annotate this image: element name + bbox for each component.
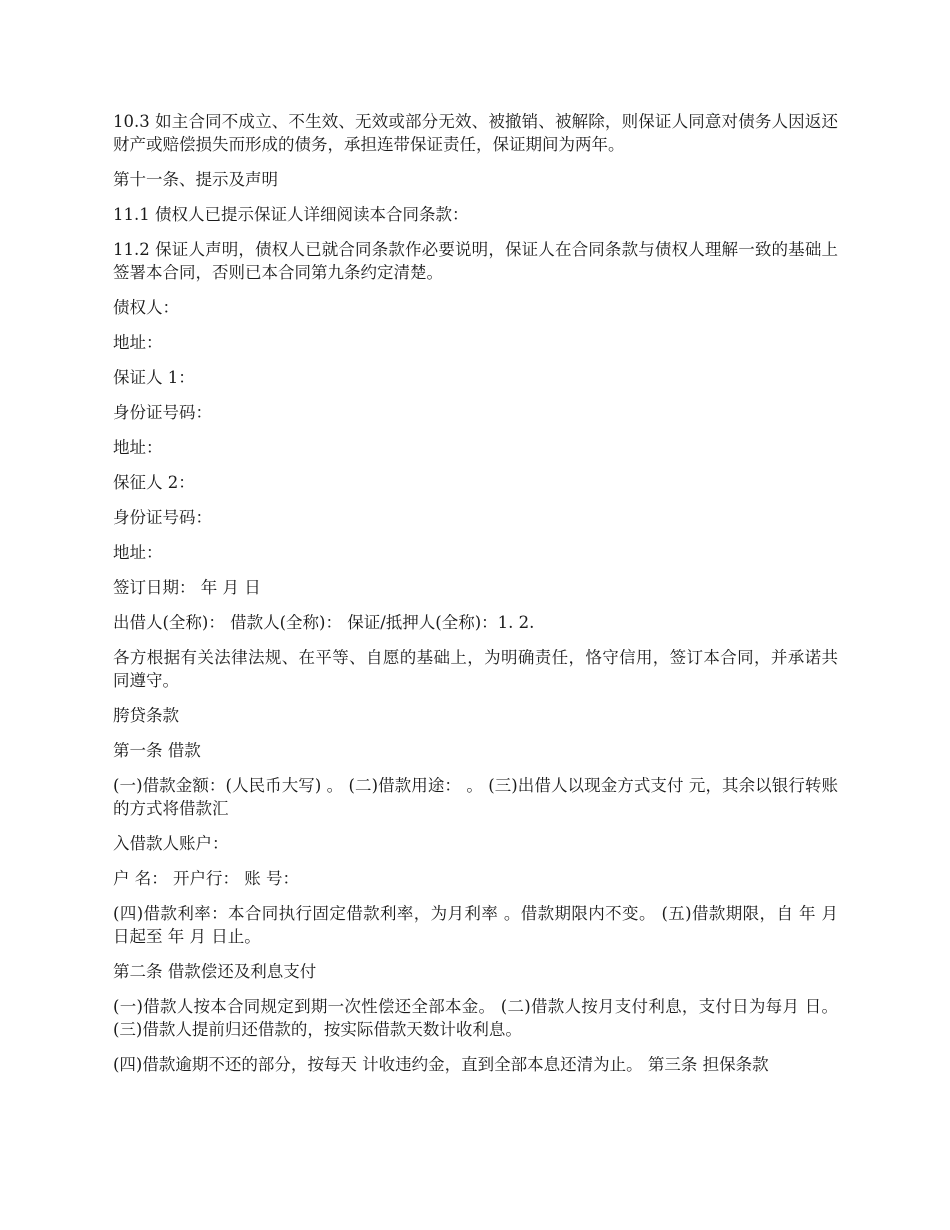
preamble: 各方根据有关法律法规、在平等、自愿的基础上，为明确责任，恪守信用，签订本合同，并承诺共同遵守。 bbox=[113, 648, 838, 690]
borrower-account-label: 入借款人账户： bbox=[113, 834, 229, 853]
document-page bbox=[113, 110, 838, 1088]
clause-11-2: 11.2 保证人声明，债权人已就合同条款作必要说明，保证人在合同条款与债权人理解一致的基础上签署本合同，否则已本合同第九条约定清楚。 bbox=[113, 240, 838, 282]
guarantor-1-id-label: 身份证号码： bbox=[113, 403, 212, 422]
guarantor-2-label: 保征人 2： bbox=[113, 473, 195, 492]
repayment-clause: (一)借款人按本合同规定到期一次性偿还全部本金。 (二)借款人按月支付利息，支付日为每月 日。 (三)借款人提前归还借款的，按实际借款天数计收利息。 bbox=[113, 997, 838, 1039]
guarantor-2-address-label: 地址： bbox=[113, 543, 163, 562]
signing-date-label: 签订日期： 年 月 日 bbox=[113, 578, 261, 597]
guarantor-2-id-label: 身份证号码： bbox=[113, 508, 212, 527]
article-11-heading: 第十一条、提示及声明 bbox=[113, 170, 278, 189]
creditor-address-label: 地址： bbox=[113, 333, 163, 352]
article-1-body: (一)借款金额：(人民币大写) 。 (二)借款用途： 。 (三)出借人以现金方式支付 元，其余以银行转账的方式将借款汇 bbox=[113, 776, 838, 818]
account-details-line: 户 名： 开户行： 账 号： bbox=[113, 869, 299, 888]
loan-terms-heading: 胯贷条款 bbox=[113, 706, 179, 725]
clause-11-1: 11.1 债权人已提示保证人详细阅读本合同条款： bbox=[113, 205, 469, 224]
interest-rate-clause: (四)借款利率：本合同执行固定借款利率，为月利率 。借款期限内不变。 (五)借款期限，自 年 月 日起至 年 月 日止。 bbox=[113, 904, 838, 946]
parties-line: 出借人(全称)： 借款人(全称)： 保证/抵押人(全称)：1. 2. bbox=[113, 613, 535, 632]
creditor-label: 债权人： bbox=[113, 298, 179, 317]
guarantor-1-address-label: 地址： bbox=[113, 438, 163, 457]
overdue-clause: (四)借款逾期不还的部分，按每天 计收违约金，直到全部本息还清为止。 第三条 担保条款 bbox=[113, 1055, 769, 1074]
guarantor-1-label: 保证人 1： bbox=[113, 368, 195, 387]
clause-10-3: 10.3 如主合同不成立、不生效、无效或部分无效、被撤销、被解除，则保证人同意对债务人因返还财产或赔偿损失而形成的债务，承担连带保证责任，保证期间为两年。 bbox=[113, 112, 838, 154]
article-2-heading: 第二条 借款偿还及利息支付 bbox=[113, 962, 317, 981]
article-1-heading: 第一条 借款 bbox=[113, 741, 201, 760]
